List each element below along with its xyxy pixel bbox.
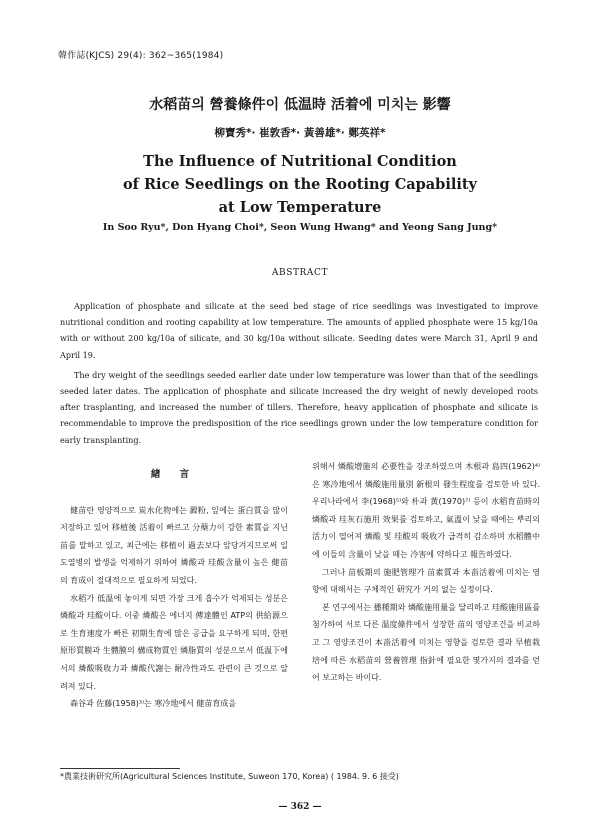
english-title-line-3: at Low Temperature	[218, 199, 382, 216]
right-paragraph-2: 그러나 苗板期의 施肥管理가 苗素質과 本畓活着에 미치는 영향에 대해서는 구체적인 研究가 거의 없는 실정이다.	[312, 567, 540, 595]
right-paragraph-1: 위해서 燐酸增施의 必要性을 강조하였으며 木根과 島四(1962)⁴⁾은 寒冷地에서 燐酸施用量別 新根의 發生程度를 검토한 바 있다. 우리나라에서 李(1968)⁵⁾와 朴과 黃(1970)⁷⁾ 등이 水稻育苗時의 燐酸과 珪灰石施用 效果를 검토하고, 氣溫이 낮을 때에는 뿌리의 活力이 떨어져 燐酸 및 珪酸의 吸收가 급격히 감소하며 水稻體中에 이들의 含量이 낮을 때는 冷害에 약하다고 報告하였다.	[312, 462, 540, 559]
abstract-body	[60, 298, 538, 452]
abstract-heading: ABSTRACT	[271, 268, 329, 278]
abstract-paragraph-1: Application of phosphate and silicate at the seed bed stage of rice seedlings was investigated to improve nutritional condition and rooting capability at low temperature. The amounts of applied phosphate were 15 kg/10a with or without 200 kg/10a of silicate, and 30 kg/10a without silicate. Seeding dates were March 31, April 9 and April 19.	[60, 301, 538, 360]
left-paragraph-3: 森谷과 佐藤(1958)³⁾는 寒冷地에서 健苗育成을	[70, 699, 237, 709]
left-column	[60, 458, 288, 713]
abstract-paragraph-2: The dry weight of the seedlings seeded earlier date under low temperature was lower than that of the seedlings seeded later dates. The application of phosphate and silicate increased the dry weight of newly developed roots after trasplanting, and increased the number of tillers. Therefore, heavy application of phosphate and silicate is recommendable to improve the predisposition of the rice seedlings grown under the low temperature condition for early transplanting.	[60, 369, 538, 445]
korean-title: 水稻苗의 營養條件이 低温時 活着에 미치는 影響	[149, 97, 451, 113]
english-title-line-2: of Rice Seedlings on the Rooting Capability	[123, 176, 477, 193]
page-number: — 362 —	[278, 802, 322, 812]
korean-authors: 柳寶秀*· 崔敦香*· 黃善雄*· 鄭英祥*	[214, 127, 386, 139]
journal-reference: 韓作誌(KJCS) 29(4): 362~365(1984)	[58, 51, 224, 61]
left-paragraph-1: 健苗란 영양적으로 炭水化物에는 澱粉, 잎에는 蛋白質을 많이 저장하고 있어 移植後 活着이 빠르고 分蘖力이 강한 素質을 지닌 苗를 말하고 있고, 최근에는 移植이 過去보다 앞당겨지므로써 일도열병의 발생을 억제하기 위하여 燐酸과 珪酸含量이 높은 健苗의 育成이 절대적으로 필요하게 되었다.	[60, 505, 288, 585]
right-paragraph-3: 본 연구에서는 播種期와 燐酸施用量을 달리하고 珪酸施用區를 첨가하여 서로 다른 温度條件에서 성장한 苗의 영양조건을 비교하고 그 영양조건이 本畓活着에 미치는 영향을 검토한 결과 早植栽培에 따른 水稻苗의 營養管理 指針에 필요한 몇가지의 결과를 얻어 보고하는 바이다.	[312, 602, 540, 683]
english-title	[0, 150, 600, 219]
english-title-line-1: The Influence of Nutritional Condition	[143, 153, 457, 170]
right-column	[312, 458, 540, 687]
footnote: *農業技術研究所(Agricultural Sciences Institute, Suweon 170, Korea) ( 1984. 9. 6 接受)	[60, 772, 399, 781]
left-paragraph-2: 水稻가 低温에 놓이게 되면 가장 크게 흡수가 억제되는 성분은 燐酸과 珪酸이다. 이중 燐酸은 에너지 傳達體인 ATP의 供給源으로 生育速度가 빠른 初期生育에 많은 공급을 요구하게 되며, 한편 原形質膜과 生體膜의 構成物質인 燐脂質의 성분으로서 低温下에서의 燐酸吸收力과 燐酸代謝는 耐冷性과도 관련이 큰 것으로 알려져 있다.	[60, 593, 288, 691]
footnote-divider	[60, 768, 180, 769]
introduction-heading: 緖 言	[150, 469, 198, 480]
english-authors: In Soo Ryu*, Don Hyang Choi*, Seon Wung Hwang* and Yeong Sang Jung*	[102, 222, 498, 233]
